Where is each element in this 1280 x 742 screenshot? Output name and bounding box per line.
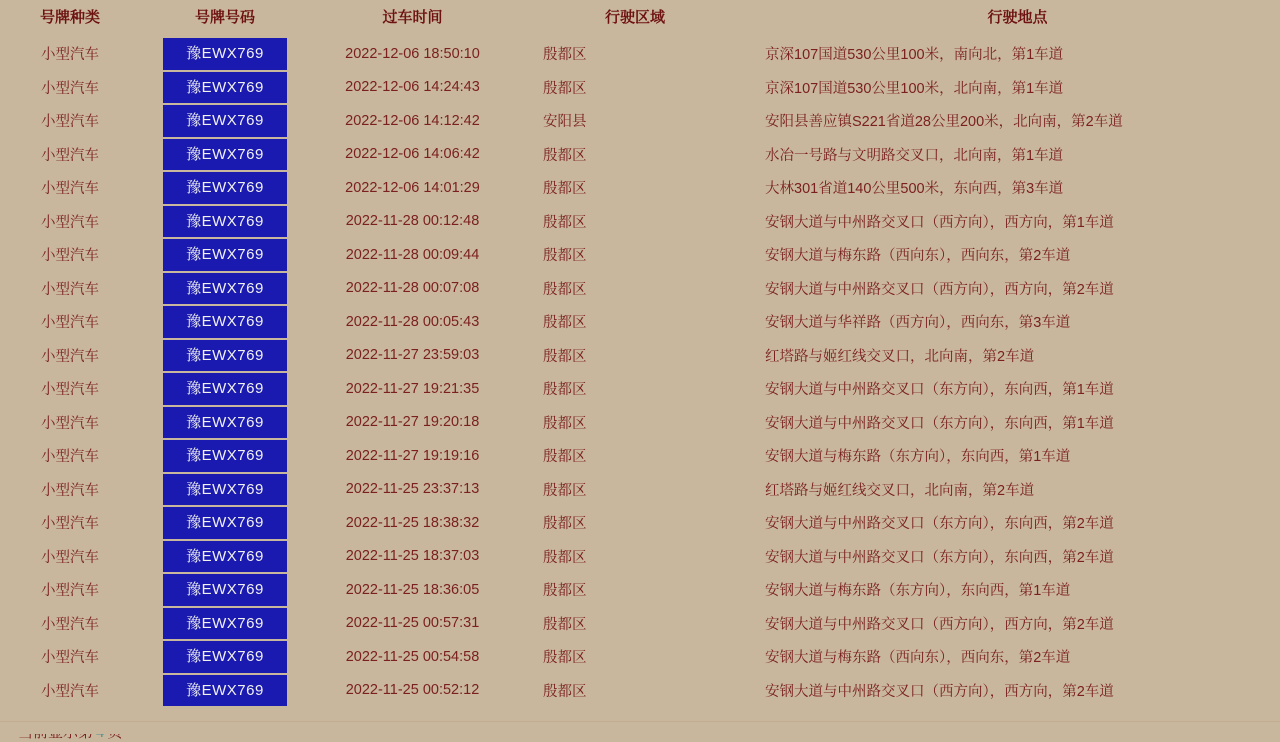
cell-plate-number (140, 506, 310, 540)
cell-plate-number (140, 305, 310, 339)
plate-badge: 豫EWX769 (163, 239, 287, 271)
cell-plate-type: 小型汽车 (41, 80, 99, 97)
table-header-row (0, 0, 1280, 37)
cell-plate-number (140, 372, 310, 406)
plate-badge: 豫EWX769 (163, 541, 287, 573)
table-row (0, 506, 1280, 540)
cell-plate-type: 小型汽车 (41, 449, 99, 466)
column-header-plate-type: 号牌种类 (39, 9, 100, 26)
cell-plate-type: 小型汽车 (41, 482, 99, 499)
plate-badge: 豫EWX769 (163, 608, 287, 640)
plate-badge: 豫EWX769 (163, 574, 287, 606)
table-body (0, 37, 1280, 707)
table-row (0, 674, 1280, 708)
cell-pass-time: 2022-11-25 00:57:31 (345, 615, 480, 632)
cell-plate-type: 小型汽车 (41, 181, 99, 198)
cell-location: 安钢大道与中州路交叉口（东方向），东向西，第1车道 (765, 382, 1114, 399)
cell-location: 京深107国道530公里100米，北向南，第1车道 (765, 80, 1064, 97)
table-row (0, 640, 1280, 674)
cell-plate-type: 小型汽车 (41, 382, 99, 399)
cell-plate-number (140, 573, 310, 607)
cell-location: 安钢大道与中州路交叉口（东方向），东向西，第1车道 (765, 415, 1114, 432)
cell-location: 安钢大道与中州路交叉口（东方向），东向西，第2车道 (765, 549, 1114, 566)
cell-location: 安钢大道与华祥路（西方向），西向东，第3车道 (765, 315, 1071, 332)
cell-pass-time: 2022-11-27 19:19:16 (345, 447, 480, 464)
cell-plate-number (140, 607, 310, 641)
cell-location: 红塔路与姬红线交叉口，北向南，第2车道 (765, 482, 1035, 499)
plate-badge: 豫EWX769 (163, 675, 287, 707)
cell-plate-number (140, 272, 310, 306)
plate-badge: 豫EWX769 (163, 641, 287, 673)
cell-pass-time: 2022-11-25 00:52:12 (345, 682, 480, 699)
table-row (0, 473, 1280, 507)
plate-badge: 豫EWX769 (163, 273, 287, 305)
plate-badge: 豫EWX769 (163, 38, 287, 70)
cell-pass-time: 2022-11-25 18:37:03 (345, 548, 480, 565)
table-row (0, 205, 1280, 239)
cell-pass-time: 2022-11-25 23:37:13 (345, 481, 480, 498)
cell-plate-number (140, 640, 310, 674)
cell-plate-number (140, 171, 310, 205)
cell-area: 殷都区 (543, 348, 587, 365)
cell-area: 殷都区 (543, 415, 587, 432)
plate-badge: 豫EWX769 (163, 507, 287, 539)
cell-area: 殷都区 (543, 516, 587, 533)
plate-badge: 豫EWX769 (163, 105, 287, 137)
cell-plate-number (140, 138, 310, 172)
column-header-pass-time: 过车时间 (382, 9, 443, 26)
cell-pass-time: 2022-11-25 18:38:32 (345, 514, 480, 531)
cell-area: 殷都区 (543, 315, 587, 332)
cell-plate-number (140, 674, 310, 708)
cell-location: 京深107国道530公里100米，南向北，第1车道 (765, 47, 1064, 64)
cell-pass-time: 2022-11-28 00:09:44 (345, 246, 480, 263)
cell-area: 殷都区 (543, 147, 587, 164)
cell-location: 安钢大道与梅东路（西向东），西向东，第2车道 (765, 248, 1071, 265)
cell-plate-type: 小型汽车 (41, 47, 99, 64)
cell-location: 水冶一号路与文明路交叉口，北向南，第1车道 (765, 147, 1064, 164)
table-row (0, 372, 1280, 406)
cell-plate-number (140, 71, 310, 105)
cell-plate-type: 小型汽车 (41, 147, 99, 164)
table-row (0, 540, 1280, 574)
cell-area: 殷都区 (543, 583, 587, 600)
cell-plate-number (140, 205, 310, 239)
table-row (0, 71, 1280, 105)
cell-location: 安阳县善应镇S221省道28公里200米，北向南，第2车道 (765, 114, 1123, 131)
plate-badge: 豫EWX769 (163, 172, 287, 204)
plate-badge: 豫EWX769 (163, 206, 287, 238)
table-row (0, 37, 1280, 71)
table-row (0, 339, 1280, 373)
cell-pass-time: 2022-12-06 14:12:42 (345, 112, 480, 129)
cell-location: 红塔路与姬红线交叉口，北向南，第2车道 (765, 348, 1035, 365)
cell-area: 殷都区 (543, 616, 587, 633)
cell-area: 殷都区 (543, 650, 587, 667)
table-row (0, 406, 1280, 440)
table-row (0, 573, 1280, 607)
cell-plate-number (140, 339, 310, 373)
plate-badge: 豫EWX769 (163, 340, 287, 372)
table-row (0, 439, 1280, 473)
cell-plate-number (140, 406, 310, 440)
cell-pass-time: 2022-11-28 00:05:43 (345, 313, 480, 330)
plate-badge: 豫EWX769 (163, 440, 287, 472)
cell-pass-time: 2022-11-25 00:54:58 (345, 648, 480, 665)
cell-pass-time: 2022-12-06 14:24:43 (345, 79, 480, 96)
cell-area: 殷都区 (543, 482, 587, 499)
cell-plate-type: 小型汽车 (41, 516, 99, 533)
cell-plate-number (140, 238, 310, 272)
table-row (0, 607, 1280, 641)
cell-area: 安阳县 (543, 114, 587, 131)
cell-plate-number (140, 439, 310, 473)
cell-location: 安钢大道与梅东路（东方向），东向西，第1车道 (765, 449, 1071, 466)
column-header-location: 行驶地点 (987, 9, 1048, 26)
plate-badge: 豫EWX769 (163, 407, 287, 439)
column-header-area: 行驶区域 (604, 9, 665, 26)
bottom-divider (0, 721, 1280, 734)
cell-pass-time: 2022-11-27 19:20:18 (345, 414, 480, 431)
cell-area: 殷都区 (543, 449, 587, 466)
cell-area: 殷都区 (543, 181, 587, 198)
cell-pass-time: 2022-11-28 00:07:08 (345, 280, 480, 297)
cell-plate-type: 小型汽车 (41, 616, 99, 633)
plate-badge: 豫EWX769 (163, 474, 287, 506)
plate-badge: 豫EWX769 (163, 373, 287, 405)
cell-pass-time: 2022-11-27 23:59:03 (345, 347, 480, 364)
cell-pass-time: 2022-12-06 18:50:10 (345, 45, 480, 62)
table-row (0, 104, 1280, 138)
cell-plate-type: 小型汽车 (41, 114, 99, 131)
cell-area: 殷都区 (543, 248, 587, 265)
cell-area: 殷都区 (543, 214, 587, 231)
table-row (0, 238, 1280, 272)
table-header (0, 0, 1280, 37)
cell-pass-time: 2022-11-28 00:12:48 (345, 213, 480, 230)
cell-location: 安钢大道与梅东路（西向东），西向东，第2车道 (765, 650, 1071, 667)
cell-plate-number (140, 104, 310, 138)
cell-location: 安钢大道与中州路交叉口（东方向），东向西，第2车道 (765, 516, 1114, 533)
column-header-plate-number: 号牌号码 (194, 9, 255, 26)
cell-plate-type: 小型汽车 (41, 348, 99, 365)
table-row (0, 272, 1280, 306)
table-row (0, 171, 1280, 205)
cell-location: 安钢大道与中州路交叉口（西方向），西方向，第2车道 (765, 683, 1114, 700)
cell-area: 殷都区 (543, 80, 587, 97)
cell-location: 安钢大道与梅东路（东方向），东向西，第1车道 (765, 583, 1071, 600)
cell-area: 殷都区 (543, 281, 587, 298)
cell-plate-type: 小型汽车 (41, 683, 99, 700)
cell-location: 安钢大道与中州路交叉口（西方向），西方向，第1车道 (765, 214, 1114, 231)
cell-plate-type: 小型汽车 (41, 214, 99, 231)
cell-area: 殷都区 (543, 382, 587, 399)
cell-plate-type: 小型汽车 (41, 248, 99, 265)
table-row (0, 138, 1280, 172)
cell-plate-type: 小型汽车 (41, 281, 99, 298)
cell-pass-time: 2022-11-25 18:36:05 (345, 581, 480, 598)
cell-location: 安钢大道与中州路交叉口（西方向），西方向，第2车道 (765, 616, 1114, 633)
cell-plate-type: 小型汽车 (41, 315, 99, 332)
cell-plate-type: 小型汽车 (41, 650, 99, 667)
plate-badge: 豫EWX769 (163, 306, 287, 338)
table-row (0, 305, 1280, 339)
cell-location: 安钢大道与中州路交叉口（西方向），西方向，第2车道 (765, 281, 1114, 298)
cell-pass-time: 2022-11-27 19:21:35 (345, 380, 480, 397)
cell-location: 大林301省道140公里500米，东向西，第3车道 (765, 181, 1064, 198)
plate-badge: 豫EWX769 (163, 72, 287, 104)
cell-plate-type: 小型汽车 (41, 415, 99, 432)
cell-plate-type: 小型汽车 (41, 583, 99, 600)
cell-plate-type: 小型汽车 (41, 549, 99, 566)
cell-pass-time: 2022-12-06 14:06:42 (345, 146, 480, 163)
cell-plate-number (140, 473, 310, 507)
cell-area: 殷都区 (543, 683, 587, 700)
cell-pass-time: 2022-12-06 14:01:29 (345, 179, 480, 196)
cell-plate-number (140, 540, 310, 574)
cell-area: 殷都区 (543, 47, 587, 64)
plate-badge: 豫EWX769 (163, 139, 287, 171)
cell-area: 殷都区 (543, 549, 587, 566)
cell-plate-number (140, 37, 310, 71)
